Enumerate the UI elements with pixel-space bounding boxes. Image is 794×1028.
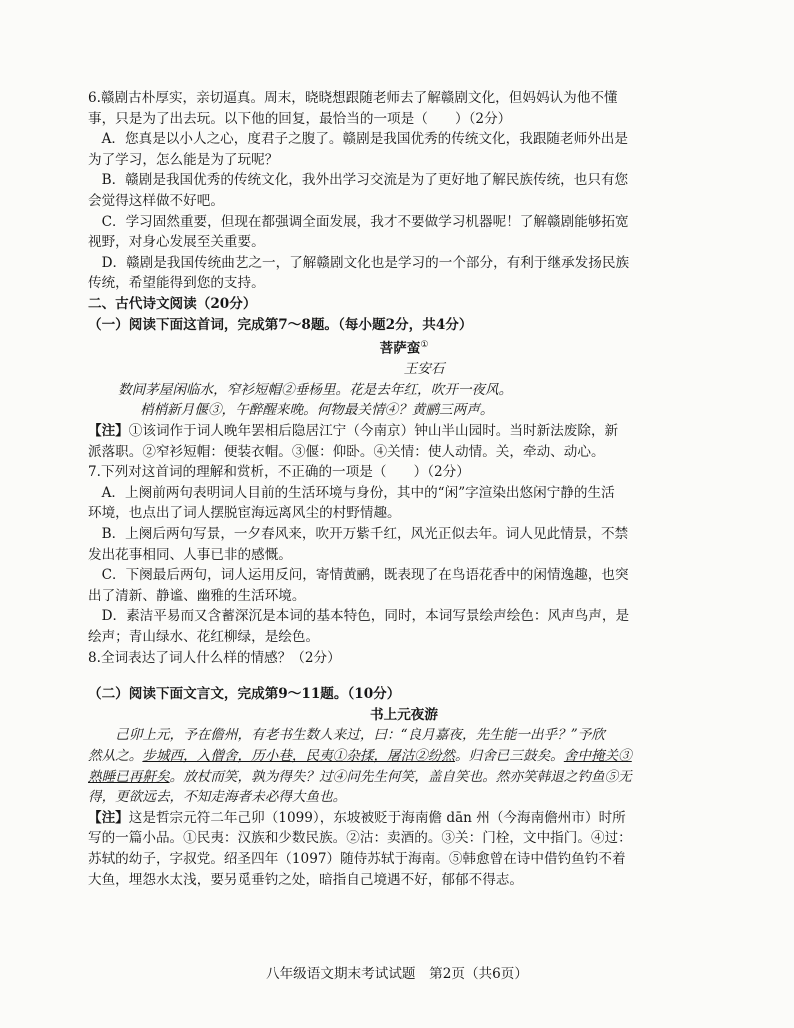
section-heading: 二、古代诗文阅读（20分） (88, 295, 257, 312)
part1-instruction: （一）阅读下面这首词，完成第7～8题。（每小题2分，共4分） (88, 316, 473, 333)
q6-option-a: A．您真是以小人之心，度君子之腹了。赣剧是我国优秀的传统文化，我跟随老师外出是 (101, 131, 628, 148)
q7-option-c-cont: 出了清新、静谧、幽雅的生活环境。 (88, 587, 306, 604)
q6-option-d-cont: 传统，希望能得到您的支持。 (88, 275, 265, 292)
prose-underlined-3: 熟睡已再鼾矣 (88, 768, 170, 785)
q6-option-c: C．学习固然重要，但现在都强调全面发展，我才不要做学习机器呢！了解赣剧能够拓宽 (101, 213, 629, 230)
prose-underlined-2: 舍中掩关③ (563, 747, 632, 764)
q7-option-d: D．素洁平易而又含蓄深沉是本词的基本特色，同时，本词写景绘声绘色：风声鸟声，是 (101, 608, 630, 625)
prose-note: 【注】这是哲宗元符二年己卯（1099），东坡被贬于海南儋 dān 州（今海南儋州市）时所 写的一篇小品。①民夷：汉族和少数民族。②沽：卖酒的。③关：门栓，文中指门。④过： 苏轼的幼子，字叔党。绍圣四年（1097）随侍苏轼于海南。⑤韩愈曾在诗中借钓鱼钓不着 大鱼，埋怨水太浅，要另觅垂钓之处，暗指自己境遇不好，郁郁不得志。 (88, 809, 632, 888)
answer-space (88, 668, 720, 684)
prose-title: 书上元夜游 (370, 706, 438, 723)
q7-option-d-cont: 绘声；青山绿水、花红柳绿，是绘色。 (88, 628, 320, 645)
q6-option-b-cont: 会觉得这样做不好吧。 (88, 192, 224, 209)
poem-title: 菩萨蛮① (379, 340, 429, 357)
q7-option-a: A．上阕前两句表明词人目前的生活环境与身份，其中的“闲”字渲染出悠闲宁静的生活 (101, 484, 615, 501)
prose-underlined-1: 步城西，入僧舍，历小巷，民夷①杂揉，屠沽②纷然 (142, 747, 456, 764)
q8-stem: 8.全词表达了词人什么样的情感？（2分） (88, 649, 341, 666)
q6-option-c-cont: 视野，对身心发展至关重要。 (88, 234, 265, 251)
page-footer: 八年级语文期末考试试题 第2页（共6页） (266, 966, 528, 982)
q6-stem: 6.赣剧古朴厚实，亲切逼真。周末，晓晓想跟随老师去了解赣剧文化，但妈妈认为他不懂 事，只是为了出去玩。以下他的回复，最恰当的一项是（ ）（2分） (88, 90, 618, 127)
q6-option-b: B．赣剧是我国优秀的传统文化，我外出学习交流是为了更好地了解民族传统，也只有您 (101, 172, 629, 189)
q7-stem: 7.下列对这首词的理解和赏析，不正确的一项是（ ）（2分） (88, 464, 470, 481)
poem-line-2: 梢梢新月偃③，午醉醒来晚。何物最关情④？黄鹂三两声。 (140, 402, 494, 419)
poem-note: 【注】①该词作于词人晚年罢相后隐居江宁（今南京）钟山半山园时。当时新法废除，新 派落职。②窄衫短帽：便装衣帽。③偃：仰卧。④关情：使人动情。关，牵动、动心。 (88, 423, 619, 460)
part2-instruction: （二）阅读下面文言文，完成第9～11题。（10分） (88, 686, 401, 703)
poem-line-1: 数间茅屋闲临水，窄衫短帽②垂杨里。花是去年红，吹开一夜风。 (118, 381, 513, 398)
prose-text: 己卯上元，予在儋州，有老书生数人来过，曰：“良月嘉夜，先生能一出乎？”予欣 然从之。步城西，入僧舍，历小巷，民夷①杂揉，屠沽②纷然。归舍已三鼓矣。舍中掩关③ 熟睡已再鼾矣。放杖而笑，孰为得失？过④问先生何笑，盖自笑也。然亦笑韩退之钓鱼⑤无 得，更欲远去，不知走海者未必得大鱼也。 (88, 727, 632, 806)
q6-option-a-cont: 为了学习，怎么能是为了玩呢？ (88, 151, 279, 168)
q7-option-c: C．下阕最后两句，词人运用反问，寄情黄鹂，既表现了在鸟语花香中的闲情逸趣，也突 (101, 567, 629, 584)
page-content (88, 88, 720, 890)
q7-option-a-cont: 环境，也点出了词人摆脱宦海远离风尘的村野情趣。 (88, 505, 401, 522)
poem-title-note: ① (420, 340, 429, 351)
q7-option-b-cont: 发出花事相同、人事已非的感慨。 (88, 546, 292, 563)
q7-option-b: B．上阕后两句写景，一夕春风来，吹开万紫千红，风光正似去年。词人见此情景，不禁 (101, 526, 629, 542)
q6-option-d: D．赣剧是我国传统曲艺之一，了解赣剧文化也是学习的一个部分，有利于继承发扬民族 (101, 254, 630, 271)
poem-author: 王安石 (403, 361, 445, 378)
